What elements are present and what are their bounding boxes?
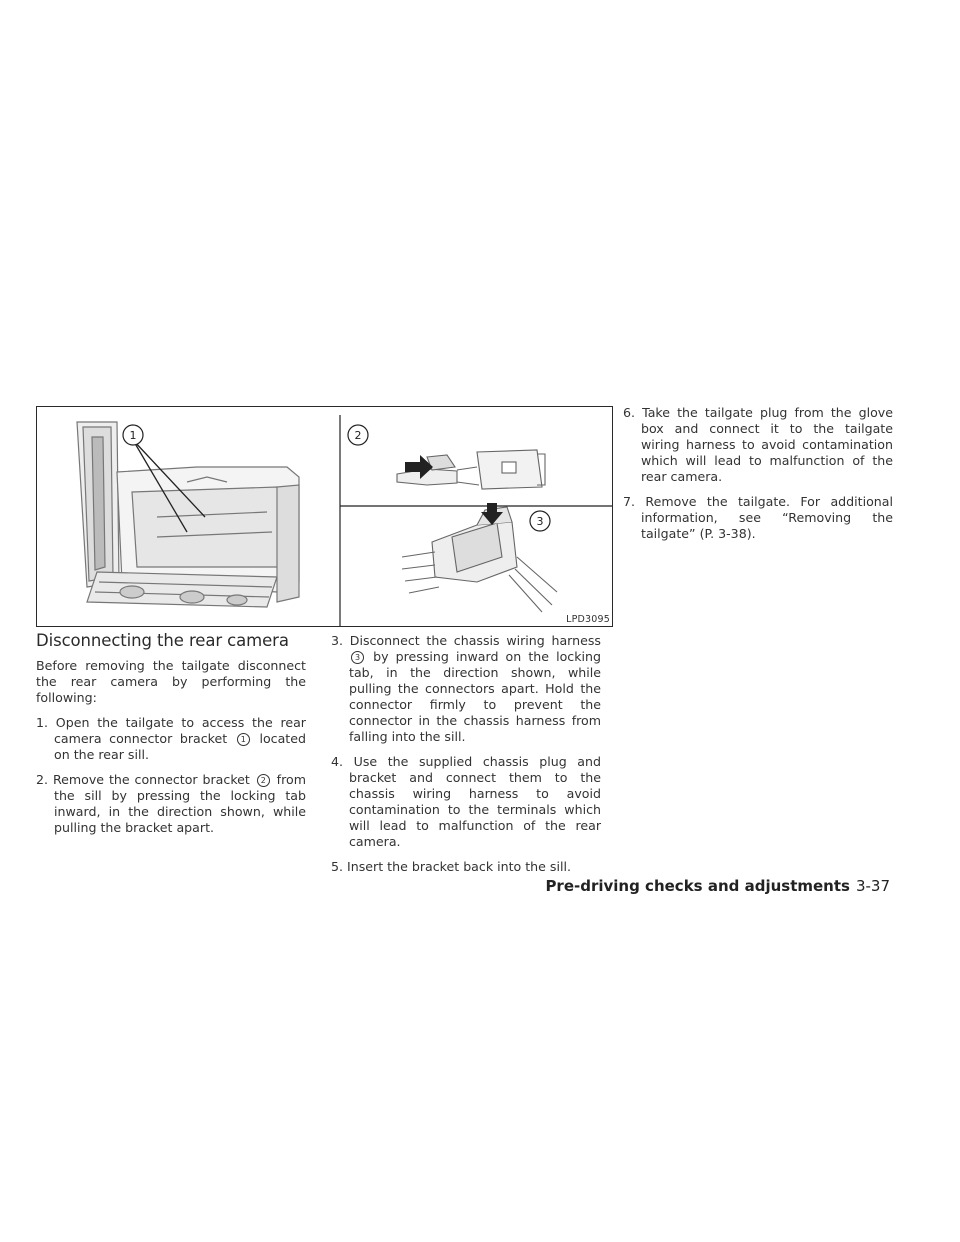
- step-4-text: Use the supplied chassis plug and bracket and connect them to the chassis wiring harness to avoid contamination to the terminals which will lead to malfunction of the rear camera.: [349, 754, 601, 849]
- step-5-text: Insert the bracket back into the sill.: [347, 859, 571, 874]
- callout-2-label: 2: [354, 429, 362, 442]
- page-number: 3-37: [855, 877, 890, 895]
- section-title: Disconnecting the rear camera: [36, 631, 289, 650]
- step-7-number: 7.: [623, 494, 636, 509]
- truck-bed-drawing: [77, 422, 299, 607]
- ref-2-badge: 2: [257, 774, 270, 787]
- intro-paragraph: Before removing the tailgate disconnect the rear camera by performing the following:: [36, 658, 306, 705]
- step-6: [623, 405, 893, 485]
- illustration-drawing: [37, 407, 613, 627]
- step-3-text-a: Disconnect the chassis wiring harness: [349, 633, 601, 648]
- ref-1-badge: 1: [237, 733, 250, 746]
- step-3-number: 3.: [331, 633, 344, 648]
- step-6-text: Take the tailgate plug from the glove box and connect it to the tailgate wiring harness to avoid contamination which will lead to malfunction of the rear camera.: [641, 405, 893, 484]
- step-7-text: Remove the tailgate. For additional information, see “Removing the tailgate” (P. 3-38).: [641, 494, 893, 541]
- step-2-text-a: Remove the connector bracket: [52, 772, 250, 787]
- step-2: [36, 772, 306, 836]
- step-5-number: 5.: [331, 859, 344, 874]
- step-4-number: 4.: [331, 754, 344, 769]
- step-1-text-b: located on the rear sill.: [54, 731, 306, 762]
- page-footer: [0, 877, 890, 895]
- footer-section-title: Pre-driving checks and adjustments: [545, 877, 850, 895]
- callout-3-label: 3: [536, 515, 544, 528]
- step-7: [623, 494, 893, 542]
- ref-3-badge: 3: [351, 651, 364, 664]
- column-1: [36, 633, 306, 845]
- step-6-number: 6.: [623, 405, 636, 420]
- step-3-text-b: by pressing inward on the locking tab, in the direction shown, while pulling the connectors apart. Hold the connector firmly to prevent the connector in the chassis harness from falling into the sill.: [349, 649, 601, 744]
- step-3: [331, 633, 601, 745]
- step-1-number: 1.: [36, 715, 49, 730]
- step-5: [331, 859, 601, 875]
- step-1: [36, 715, 306, 763]
- step-2-text-b: from the sill by pressing the locking tab inward, in the direction shown, while pulling the bracket apart.: [54, 772, 306, 835]
- column-2: [331, 633, 601, 884]
- step-2-number: 2.: [36, 772, 49, 787]
- rear-camera-illustration: [36, 406, 613, 627]
- step-1-text-a: Open the tailgate to access the rear camera connector bracket: [54, 715, 306, 746]
- column-3: [623, 405, 893, 551]
- callout-1-label: 1: [129, 429, 137, 442]
- figure-code: LPD3095: [566, 614, 610, 625]
- step-4: [331, 754, 601, 850]
